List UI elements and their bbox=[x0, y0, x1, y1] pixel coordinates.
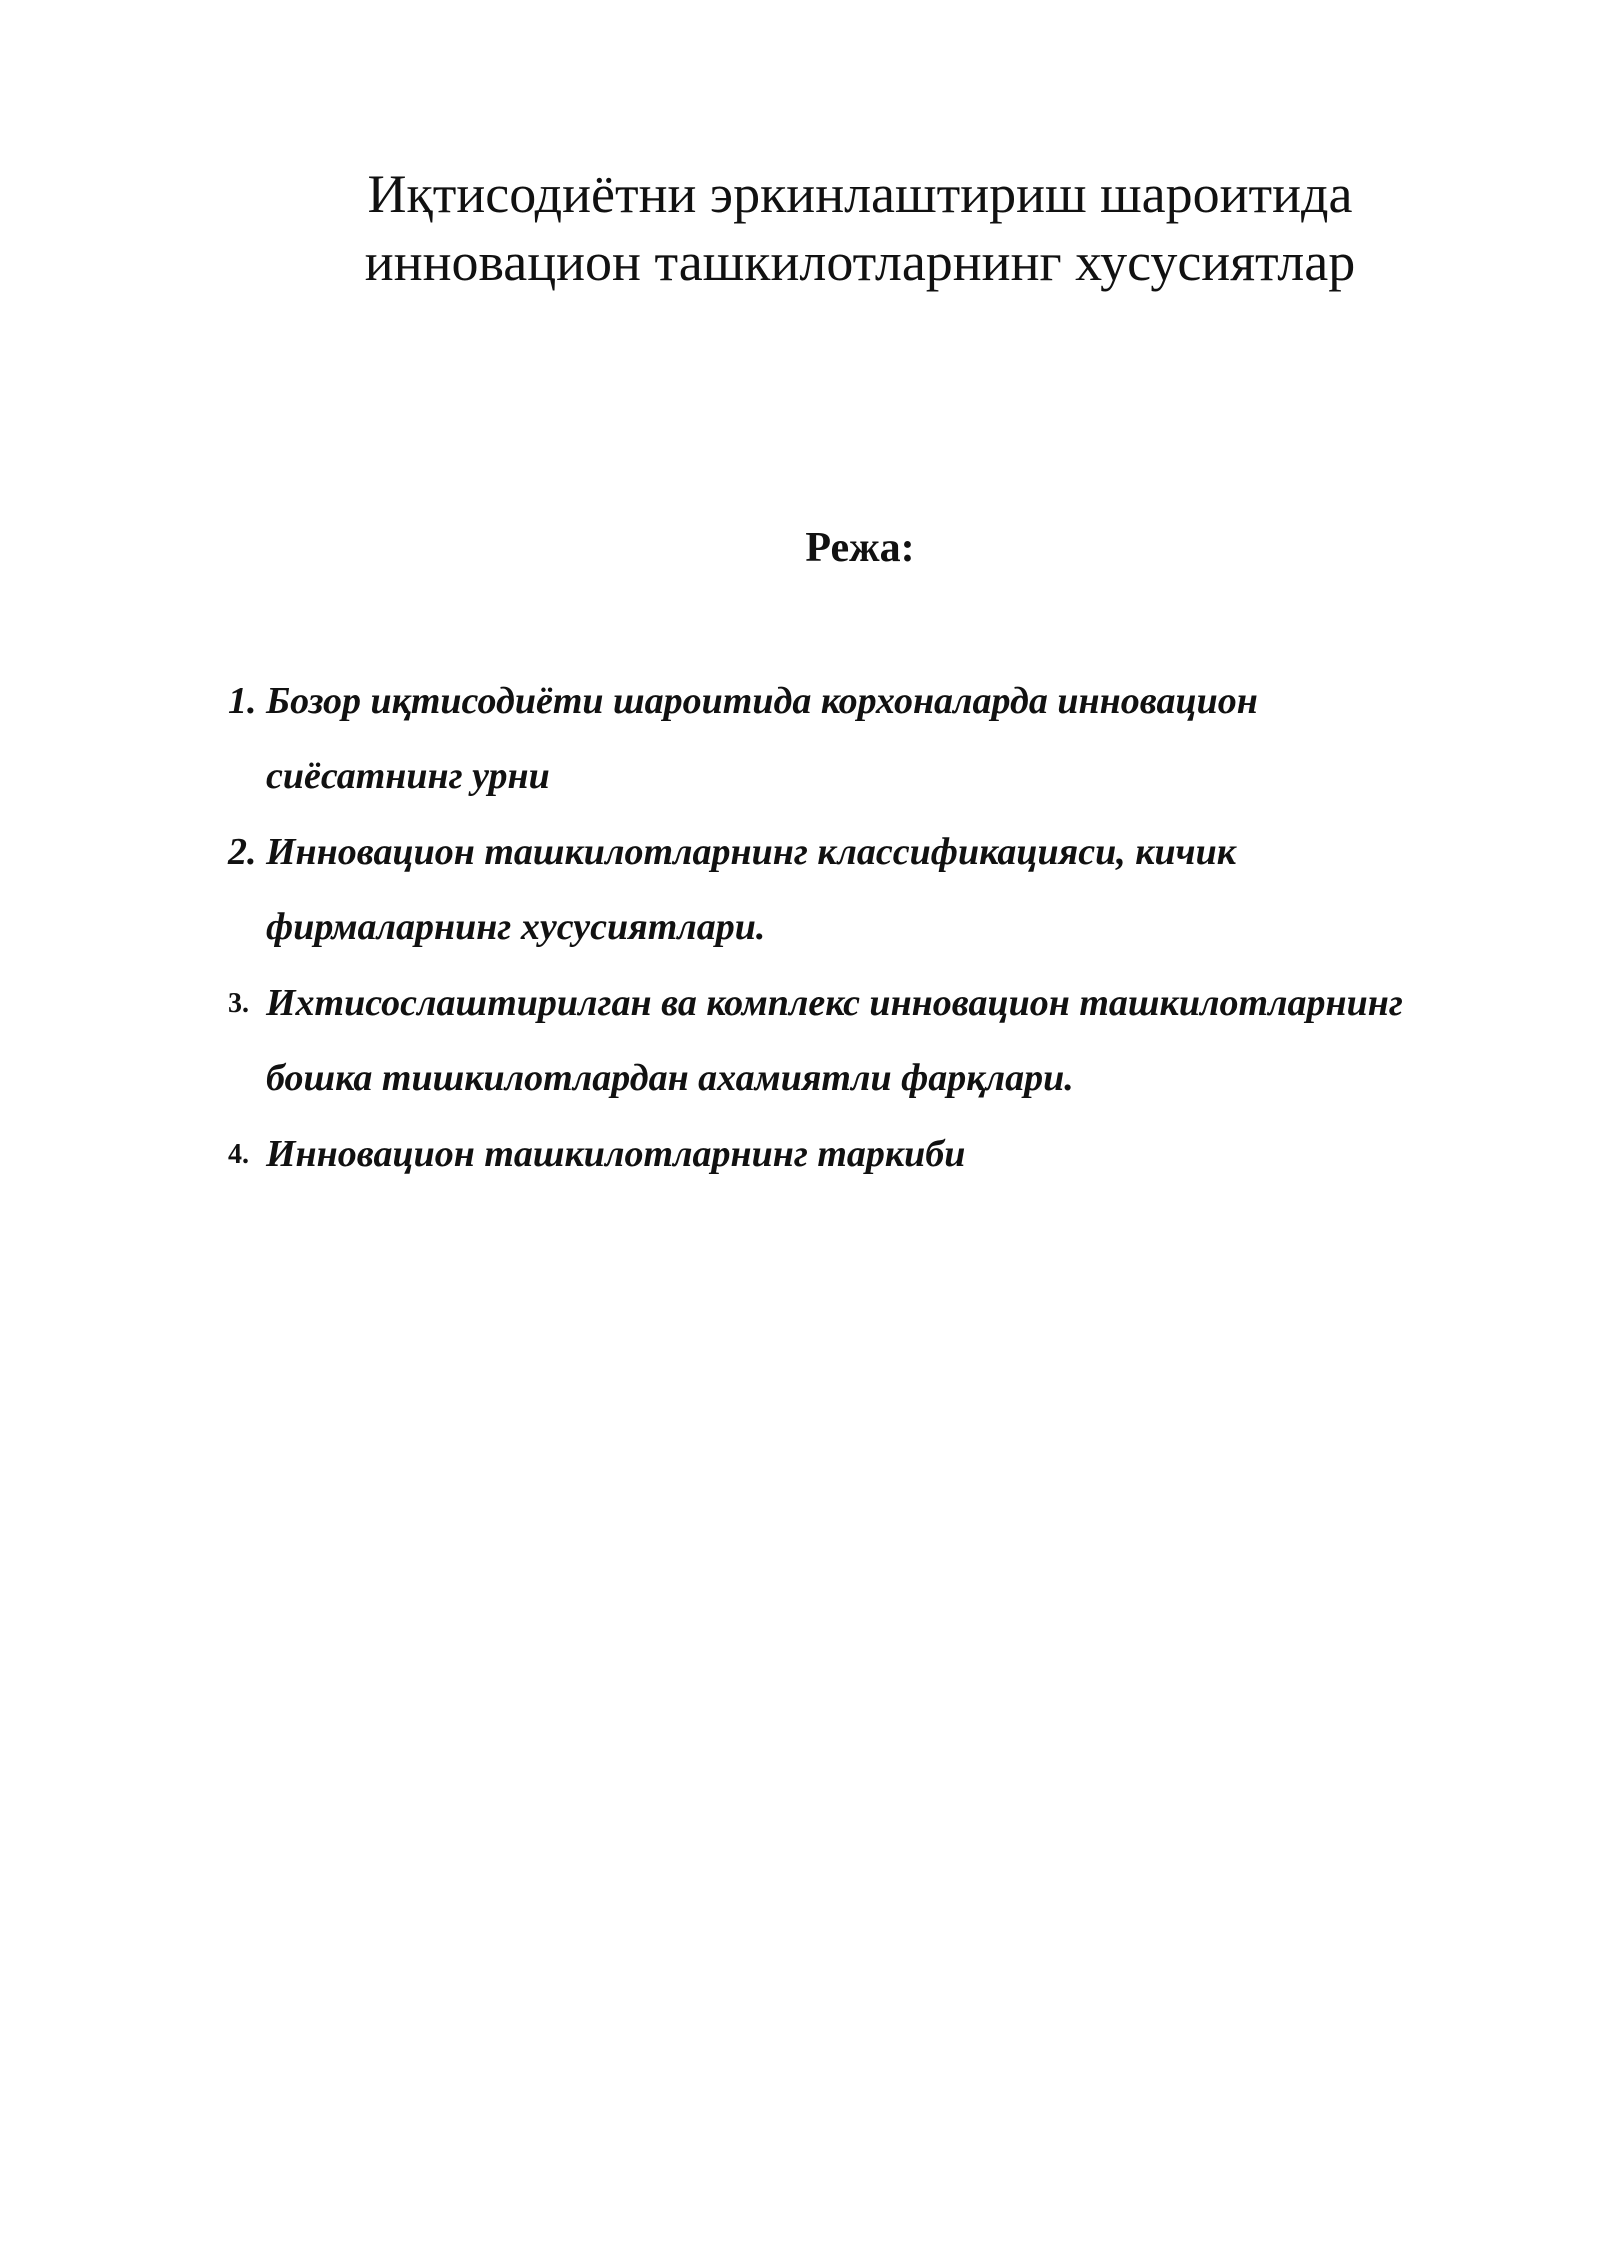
plan-item-number: 4. bbox=[228, 1139, 249, 1170]
plan-item-4 bbox=[228, 1117, 1468, 1192]
title-line-1: Иқтисодиётни эркинлаштириш шароитида bbox=[367, 164, 1353, 224]
plan-item-2 bbox=[228, 815, 1468, 965]
plan-list bbox=[228, 664, 1468, 1193]
document-title bbox=[300, 160, 1420, 296]
plan-item-text: Ихтисослаштирилган ва комплекс инновацион ташкилотларнинг бошка тишкилотлардан ахамиятли фарқлари. bbox=[266, 982, 1403, 1099]
plan-item-number: 2. bbox=[228, 831, 257, 873]
plan-heading-label: Режа bbox=[805, 525, 901, 571]
plan-item-number: 3. bbox=[228, 988, 249, 1019]
plan-item-3 bbox=[228, 966, 1468, 1116]
plan-item-number: 1. bbox=[228, 680, 257, 722]
plan-item-1 bbox=[228, 664, 1468, 814]
plan-item-text: Инновацион ташкилотларнинг таркиби bbox=[266, 1133, 966, 1175]
plan-heading bbox=[700, 522, 1020, 574]
title-line-2: инновацион ташкилотларнинг хусусиятлар bbox=[364, 232, 1356, 292]
plan-item-text: Бозор иқтисодиёти шароитида корхоналарда инновацион сиёсатнинг урни bbox=[266, 680, 1258, 797]
plan-item-text: Инновацион ташкилотларнинг классификацияси, кичик фирмаларнинг хусусиятлари. bbox=[266, 831, 1236, 948]
plan-heading-colon: : bbox=[900, 525, 915, 571]
